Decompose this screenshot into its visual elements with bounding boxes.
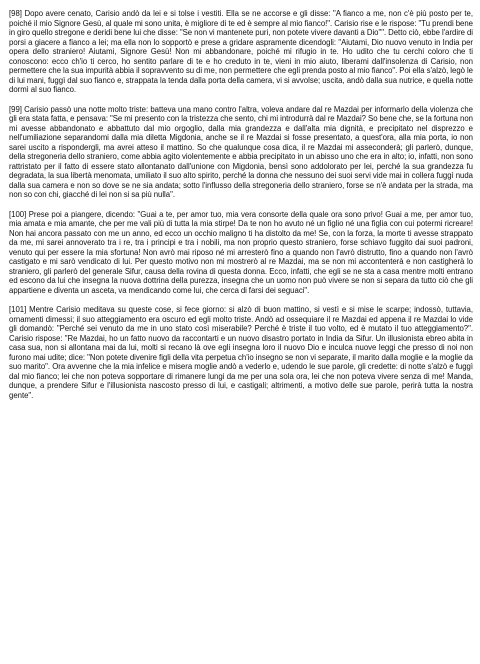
paragraph-99: [99] Carisio passò una notte molto triste: batteva una mano contro l'altra, voleva andare dal re Mazdai per informarlo della violenza che gli era stata fatta, e pensava: "Se mi presento con la tristezza che sento, chi mi introdurrà dal re Mazdai? So bene che, se la fortuna non mi avesse abbandonato e abbattuto dal mio orgoglio, dalla mia grandezza e dall'alta mia dignità, e precipitato nel disprezzo e nell'umiliazione separandomi dalla mia diletta Migdonia, anche se il re Mazdai si fosse presentato, a quest'ora, alla mia porta, io non sarei uscito a rispondergli, ma avrei atteso il mattino. So che qualunque cosa dica, il re Mazdai mi asseconderà; gli parlerò, dunque, della stregoneria dello straniero, come abbia agito violentemente e abbia precipitato in un abisso uno che era in alto; io, infatti, non sono rattristato per il fatto di essere stato allontanato dall'unione con Migdonia, bensì sono addolorato per lei, perché la sua grandezza fu degradata, la sua libertà menomata, umiliato il suo alto spirito, perché la donna che nessuno dei suoi servi vide mai in collera fuggì nuda dalla sua camera e non so dove se ne sia andata; sotto l'influsso della stregoneria dello straniero, forse se n'è andata per la strada, ma non so con chi, giacché di lei non si sa più nulla".: [9, 104, 473, 200]
paragraph-98: [98] Dopo avere cenato, Carisio andò da lei e si tolse i vestiti. Ella se ne accorse e gli disse: "A fianco a me, non c'è più posto per te, poiché il mio Signore Gesù, al quale mi sono unita, è migliore di te ed è sempre al mio fianco!". Carisio rise e le rispose: "Tu prendi bene in giro quello stregone e deridi bene lui che disse: "Se non vi mantenete puri, non potete vivere davanti a Dio"". Detto ciò, ebbe l'ardire di porsi a giacere a fianco a lei; ma ella non lo sopportò e prese a gridare aspramente dicendogli: "Aiutami, Dio nuovo venuto in India per opera dello straniero! Aiutami, Signore Gesù! Non mi abbandonare, poiché mi rifugio in te. Ho udito che tu cerchi coloro che ti conoscono: ecco ch'io ti cerco, ho sentito parlare di te e ho creduto in te, vieni in mio aiuto, liberami dall'insolenza di Carisio, non permettere che la sua impurità abbia il sopravvento su di me, non permettere che egli prenda posto al mio fianco". Poi ella s'alzò, legò le di lui mani, fuggì dal suo fianco e, strappata la tenda dalla porta della camera, vi si avvolse; uscita, andò dalla sua nutrice, e quella notte dormì al suo fianco.: [9, 9, 473, 95]
paragraph-100: [100] Prese poi a piangere, dicendo: "Guai a te, per amor tuo, mia vera consorte della quale ora sono privo! Guai a me, per amor tuo, mia amata e mia amante, che per me vali più di tutta la mia stirpe! Da te non ho avuto né un figlio né una figlia con cui potermi ricreare! Non hai ancora passato con me un anno, ed ecco un occhio maligno ti ha distolto da me! Se, con la forza, la morte ti avesse strappato da me, mi sarei annoverato tra i re, tra i principi e tra i nobili, ma non proprio questo straniero, forse schiavo fuggito dai suoi padroni, venuto qui per essere la mia sfortuna! Non avrò mai riposo né mi arresterò fino a quando non l'avrò distrutto, fino a quando non l'avrò castigato e mi sarò vendicato di lui. Per questo motivo non mi mostrerò al re Mazdai, ma se non mi accontenterà e non castigherà lo straniero, gli parlerò del generale Sifur, causa della rovina di questa donna. Ecco, infatti, che egli se ne sta a casa mentre molti entrano ed escono da lui che insegna la nuova dottrina della purezza, insegna che un uomo non può vivere se non si separa da tutto ciò che gli appartiene e diventa un asceta, va mendicando come lui, che cerca di farsi dei seguaci".: [9, 209, 473, 295]
paragraph-101: [101] Mentre Carisio meditava su queste cose, si fece giorno: si alzò di buon mattino, si vestì e si mise le scarpe; indossò, tuttavia, ornamenti dimessi; il suo atteggiamento era oscuro ed egli molto triste. Andò ad ossequiare il re Mazdai ed appena il re Mazdai lo vide gli domandò: "Perché sei venuto da me in uno stato così miserabile? Perché è triste il tuo volto, ed è mutato il tuo atteggiamento?". Carisio rispose: "Re Mazdai, ho un fatto nuovo da raccontarti e un nuovo disastro portato in India da Sifur. Un illusionista ebreo abita in casa sua, non si allontana mai da lui, molti si recano là ove egli insegna loro il nuovo Dio e inculca nuove leggi che presso di noi non furono mai udite; dice: "Non potete divenire figli della vita perpetua ch'io insegno se non vi separate, il marito dalla moglie e la moglie da suo marito". Ora avvenne che la mia infelice e misera moglie andò a vederlo e, udendo le sue parole, gli credette: di notte s'alzò e fuggì dal mio fianco; lei che non poteva sopportare di rimanere lungi da me per una sola ora, lei che non poteva vivere senza di me! Manda, dunque, a prendere Sifur e l'illusionista nascosto presso di lui, e castigali; altrimenti, a motivo delle sue parole, perirà tutta la nostra gente".: [9, 305, 473, 401]
